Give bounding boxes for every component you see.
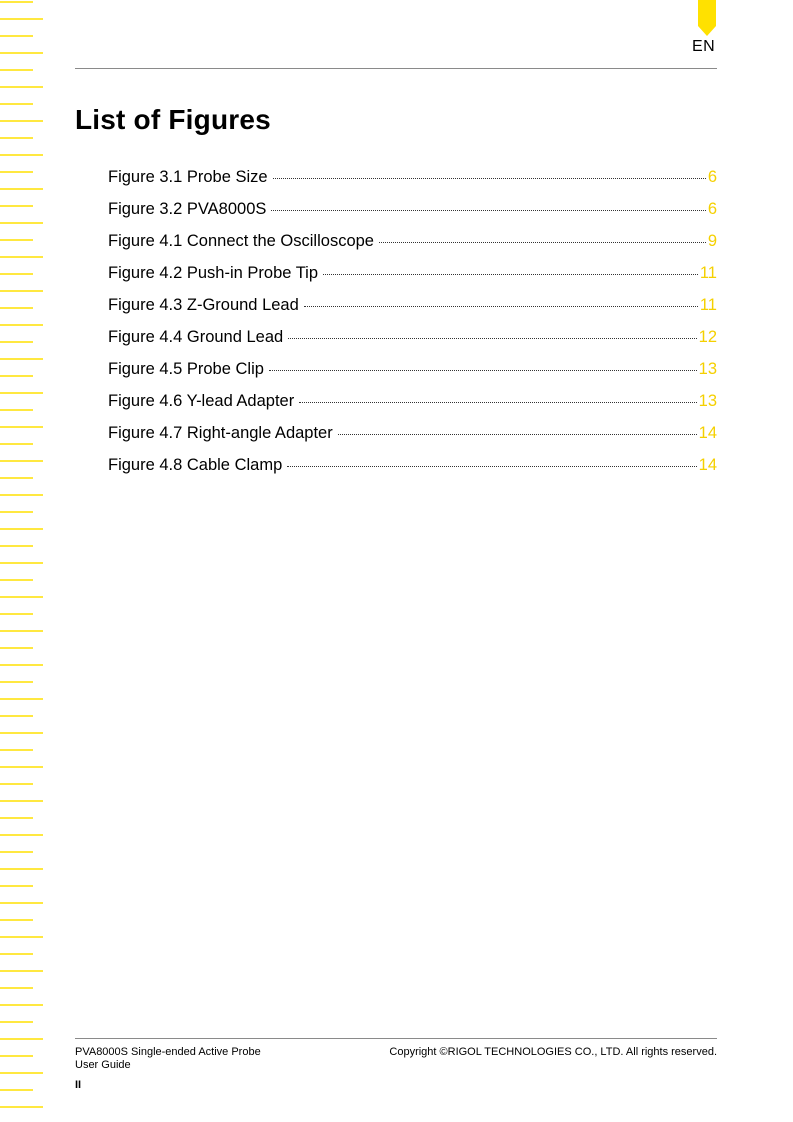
figure-list-item[interactable] xyxy=(108,200,717,232)
footer-divider xyxy=(75,1038,717,1039)
page-number: II xyxy=(75,1079,82,1091)
figure-entry-page: 6 xyxy=(707,200,717,218)
figure-entry-label: Figure 4.8 Cable Clamp xyxy=(108,456,283,474)
figure-list-item[interactable] xyxy=(108,264,717,296)
dot-leader xyxy=(288,338,696,339)
figure-entry-label: Figure 4.4 Ground Lead xyxy=(108,328,284,346)
figure-list-item[interactable] xyxy=(108,168,717,200)
figure-list-item[interactable] xyxy=(108,392,717,424)
figure-entry-label: Figure 3.2 PVA8000S xyxy=(108,200,267,218)
dot-leader xyxy=(273,178,706,179)
figure-entry-page: 6 xyxy=(707,168,717,186)
figure-entry-page: 14 xyxy=(698,456,717,474)
footer-copyright: Copyright ©RIGOL TECHNOLOGIES CO., LTD. All rights reserved. xyxy=(389,1046,717,1058)
header-divider xyxy=(75,68,717,69)
dot-leader xyxy=(338,434,697,435)
figure-list-item[interactable] xyxy=(108,232,717,264)
figure-list xyxy=(108,168,717,488)
figure-entry-label: Figure 4.6 Y-lead Adapter xyxy=(108,392,295,410)
figure-list-item[interactable] xyxy=(108,456,717,488)
figure-entry-page: 14 xyxy=(698,424,717,442)
figure-entry-page: 11 xyxy=(699,296,717,314)
figure-entry-label: Figure 4.3 Z-Ground Lead xyxy=(108,296,299,314)
figure-entry-page: 9 xyxy=(707,232,717,250)
figure-entry-page: 13 xyxy=(698,392,717,410)
dot-leader xyxy=(304,306,698,307)
dot-leader xyxy=(269,370,697,371)
dot-leader xyxy=(323,274,698,275)
margin-ruler xyxy=(0,0,46,1122)
figure-entry-page: 11 xyxy=(699,264,717,282)
figure-list-item[interactable] xyxy=(108,296,717,328)
page-title: List of Figures xyxy=(75,104,271,135)
dot-leader xyxy=(287,466,696,467)
dot-leader xyxy=(299,402,696,403)
footer-title-line-1: PVA8000S Single-ended Active Probe xyxy=(75,1046,261,1058)
figure-list-item[interactable] xyxy=(108,424,717,456)
figure-entry-label: Figure 4.7 Right-angle Adapter xyxy=(108,424,333,442)
figure-list-item[interactable] xyxy=(108,360,717,392)
footer-document-title xyxy=(75,1046,261,1072)
dot-leader xyxy=(379,242,706,243)
language-tab-marker xyxy=(698,0,716,36)
figure-entry-label: Figure 4.5 Probe Clip xyxy=(108,360,264,378)
figure-entry-page: 12 xyxy=(698,328,717,346)
figure-entry-page: 13 xyxy=(698,360,717,378)
dot-leader xyxy=(271,210,705,211)
figure-entry-label: Figure 3.1 Probe Size xyxy=(108,168,268,186)
footer-title-line-2: User Guide xyxy=(75,1059,131,1071)
figure-entry-label: Figure 4.1 Connect the Oscilloscope xyxy=(108,232,374,250)
figure-entry-label: Figure 4.2 Push-in Probe Tip xyxy=(108,264,319,282)
language-label: EN xyxy=(692,38,716,55)
figure-list-item[interactable] xyxy=(108,328,717,360)
